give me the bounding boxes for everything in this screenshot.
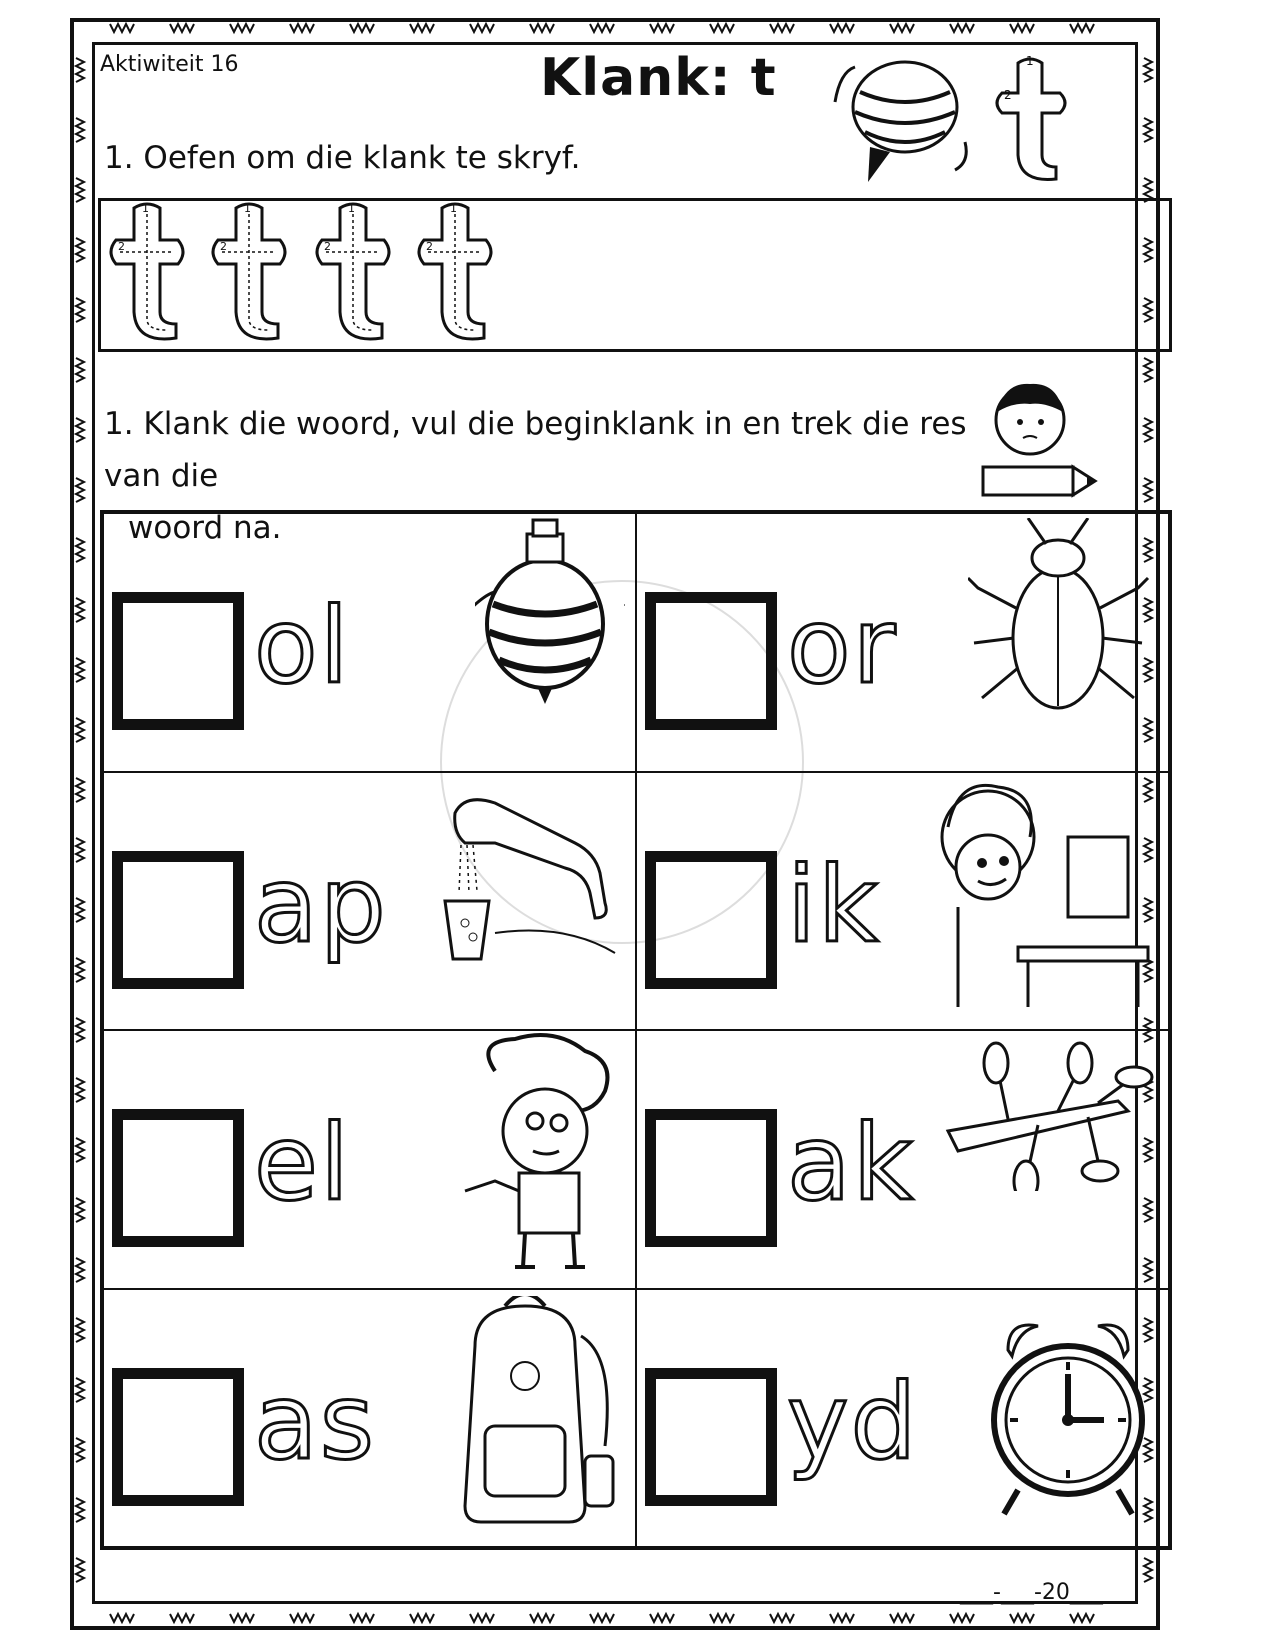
border-mark [710,1614,734,1622]
svg-text:2: 2 [220,240,227,253]
beginning-sound-box[interactable] [112,851,244,989]
border-mark [1070,24,1094,32]
instruction-line-1: 1. Klank die woord, vul die beginklank in en trek die res van die [104,406,967,494]
border-mark [76,658,84,682]
border-mark [76,1138,84,1162]
trace-t-icon [310,200,396,350]
border-mark [76,718,84,742]
svg-text:1: 1 [450,202,457,215]
svg-text:1: 1 [348,202,355,215]
border-mark [650,24,674,32]
border-mark [76,418,84,442]
border-mark [350,1614,374,1622]
border-mark [830,24,854,32]
svg-text:1: 1 [142,202,149,215]
border-mark [1144,118,1152,142]
date-line: ___-___-20___ [960,1580,1103,1605]
border-mark [76,778,84,802]
trace-t-icon [412,200,498,350]
border-mark [650,1614,674,1622]
tap-icon [425,783,625,973]
beginning-sound-box[interactable] [645,1368,777,1506]
border-mark [530,24,554,32]
beginning-sound-box[interactable] [645,592,777,730]
border-mark [76,298,84,322]
border-mark [76,598,84,622]
word-cell [636,513,1169,772]
border-mark [110,1614,134,1622]
svg-text:2: 2 [426,240,433,253]
trace-word-rest[interactable]: ak [787,1102,915,1224]
border-mark [830,1614,854,1622]
border-mark [950,24,974,32]
svg-text:2: 2 [324,240,331,253]
word-cell [636,1030,1169,1289]
border-mark [290,1614,314,1622]
border-mark [76,58,84,82]
border-mark [76,898,84,922]
border-mark [76,358,84,382]
border-mark [1144,58,1152,82]
svg-text:1: 1 [1026,55,1034,68]
border-mark [76,118,84,142]
border-mark [470,24,494,32]
border-mark [76,1018,84,1042]
beginning-sound-box[interactable] [112,592,244,730]
border-mark [590,24,614,32]
border-mark [950,1614,974,1622]
trace-word-rest[interactable]: ik [787,843,881,966]
branch-icon [928,1041,1158,1191]
child-at-computer-icon [918,777,1158,1017]
word-cell [636,1289,1169,1548]
beginning-sound-box[interactable] [645,1109,777,1247]
activity-label: Aktiwiteit 16 [100,52,239,77]
border-mark [76,1318,84,1342]
trace-t-icon [104,200,190,350]
trace-word-rest[interactable]: or [787,585,898,707]
trace-letter-t[interactable] [412,200,498,350]
trace-letter-t[interactable] [310,200,396,350]
border-mark [470,1614,494,1622]
spinning-top-icon [830,52,980,187]
word-cell [103,1289,636,1548]
border-mark [110,24,134,32]
border-mark [170,24,194,32]
beetle-icon [968,518,1158,718]
border-mark [230,24,254,32]
header-trace-t-icon [990,55,1070,183]
border-mark [1070,1614,1094,1622]
border-mark [350,24,374,32]
border-mark [76,178,84,202]
trace-word-rest[interactable]: ap [254,843,388,966]
beginning-sound-box[interactable] [645,851,777,989]
border-mark [590,1614,614,1622]
trace-letter-t[interactable] [206,200,292,350]
border-mark [410,24,434,32]
border-mark [770,24,794,32]
border-mark [410,1614,434,1622]
border-mark [76,838,84,862]
word-cell [103,513,636,772]
trace-letter-t[interactable] [104,200,190,350]
boy-with-pencil-icon [975,372,1100,502]
border-mark [230,1614,254,1622]
word-grid [100,510,1172,1550]
border-mark [76,1498,84,1522]
beginning-sound-box[interactable] [112,1368,244,1506]
border-mark [76,1438,84,1462]
border-mark [1144,478,1152,502]
border-mark [890,1614,914,1622]
border-mark [76,238,84,262]
border-mark [170,1614,194,1622]
border-mark [710,24,734,32]
trace-t-icon [206,200,292,350]
trace-word-rest[interactable]: ol [254,585,351,707]
instruction-write-sound: 1. Oefen om die klank te skryf. [104,140,581,176]
instruction-line-2: woord na. [128,510,282,546]
trace-word-rest[interactable]: el [254,1102,351,1224]
beginning-sound-box[interactable] [112,1109,244,1247]
border-mark [76,1258,84,1282]
border-mark [290,24,314,32]
border-mark [770,1614,794,1622]
alarm-clock-icon [978,1310,1158,1520]
svg-text:2: 2 [118,240,125,253]
border-mark [1144,358,1152,382]
border-mark [1144,418,1152,442]
svg-text:1: 1 [244,202,251,215]
border-mark [76,538,84,562]
border-mark [76,478,84,502]
svg-text:2: 2 [1004,88,1012,102]
border-mark [1144,1558,1152,1582]
spinning-top-icon [475,514,625,714]
border-mark [1010,1614,1034,1622]
border-mark [530,1614,554,1622]
border-mark [76,1078,84,1102]
trace-word-rest[interactable]: as [254,1360,376,1483]
border-mark [890,24,914,32]
boy-counting-icon [455,1031,625,1271]
word-cell [103,1030,636,1289]
backpack-icon [435,1296,625,1536]
border-mark [1010,24,1034,32]
word-cell [636,772,1169,1031]
border-mark [76,958,84,982]
border-mark [76,1558,84,1582]
trace-word-rest[interactable]: yd [787,1360,919,1483]
page-title: Klank: t [540,48,777,108]
border-mark [76,1198,84,1222]
border-mark [76,1378,84,1402]
word-cell [103,772,636,1031]
